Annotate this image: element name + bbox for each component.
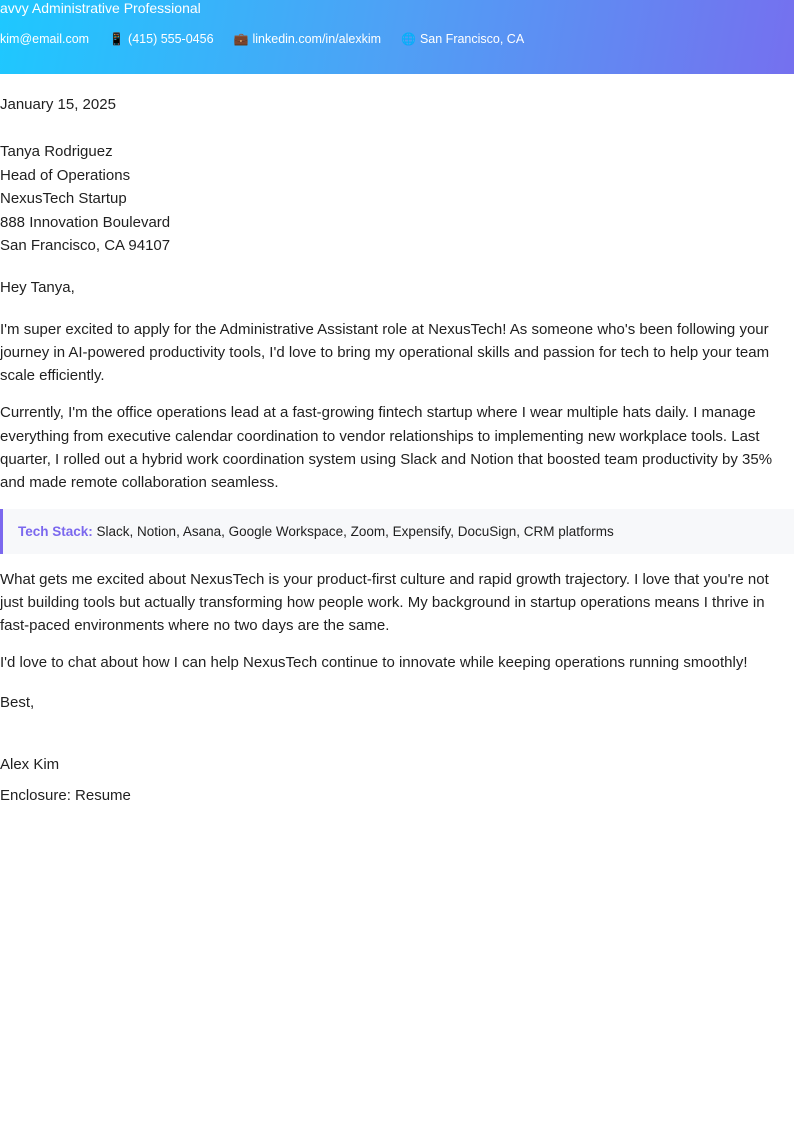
tech-stack-label: Tech Stack: [18, 523, 93, 539]
contact-linkedin [234, 31, 381, 47]
recipient-company: NexusTech Startup [0, 190, 127, 207]
paragraph-experience: Currently, I'm the office operations lead at a fast-growing fintech startup where I wear multiple hats daily. I manage everything from executive calendar coordination to vendor relationships to implementing new workplace tools. Last quarter, I rolled out a hybrid work coordination system using Slack and Notion that boosted team productivity by 35% and made remote collaboration seamless. [0, 404, 773, 492]
contact-location [401, 31, 524, 47]
recipient-block [0, 140, 794, 258]
professional-title: avvy Administrative Professional [0, 0, 201, 16]
globe-icon: 🌐 [401, 32, 416, 46]
enclosure-note: Enclosure: Resume [0, 786, 131, 804]
greeting: Hey Tanya, [0, 278, 75, 296]
recipient-address-line2: San Francisco, CA 94107 [0, 237, 171, 254]
letter-date: January 15, 2025 [0, 96, 116, 113]
signature-name: Alex Kim [0, 755, 60, 773]
paragraph-motivation: What gets me excited about NexusTech is your product-first culture and rapid growth trajectory. I love that you're not just building tools but actually transforming how people work. My background in startup operations means I thrive in fast-paced environments where no two days are the same. [0, 570, 769, 635]
paragraph-intro: I'm super excited to apply for the Administrative Assistant role at NexusTech! As someone who's been following your journey in AI-powered productivity tools, I'd love to bring my operational skills and passion for tech to help your team scale efficiently. [0, 320, 770, 385]
tech-stack-callout [0, 509, 794, 554]
contact-email [0, 31, 89, 47]
recipient-title: Head of Operations [0, 166, 131, 184]
recipient-address-line1: 888 Innovation Boulevard [0, 213, 171, 231]
contact-info [0, 31, 544, 47]
letterhead-banner [0, 0, 794, 74]
mobile-phone-icon: 📱 [109, 32, 125, 46]
contact-phone-text: (415) 555-0456 [128, 32, 214, 46]
letter-body [0, 96, 794, 806]
tech-stack-value: Slack, Notion, Asana, Google Workspace, Zoom, Expensify, DocuSign, CRM platforms [92, 523, 614, 539]
closing: Best, [0, 693, 35, 711]
contact-linkedin-text: linkedin.com/in/alexkim [252, 32, 382, 46]
recipient-name: Tanya Rodriguez [0, 143, 113, 160]
paragraph-call-to-action: I'd love to chat about how I can help NexusTech continue to innovate while keeping operations running smoothly! [0, 654, 748, 672]
contact-location-text: San Francisco, CA [419, 32, 525, 46]
contact-phone [109, 31, 213, 47]
contact-email-text: kim@email.com [0, 32, 90, 46]
briefcase-icon: 💼 [233, 32, 249, 46]
